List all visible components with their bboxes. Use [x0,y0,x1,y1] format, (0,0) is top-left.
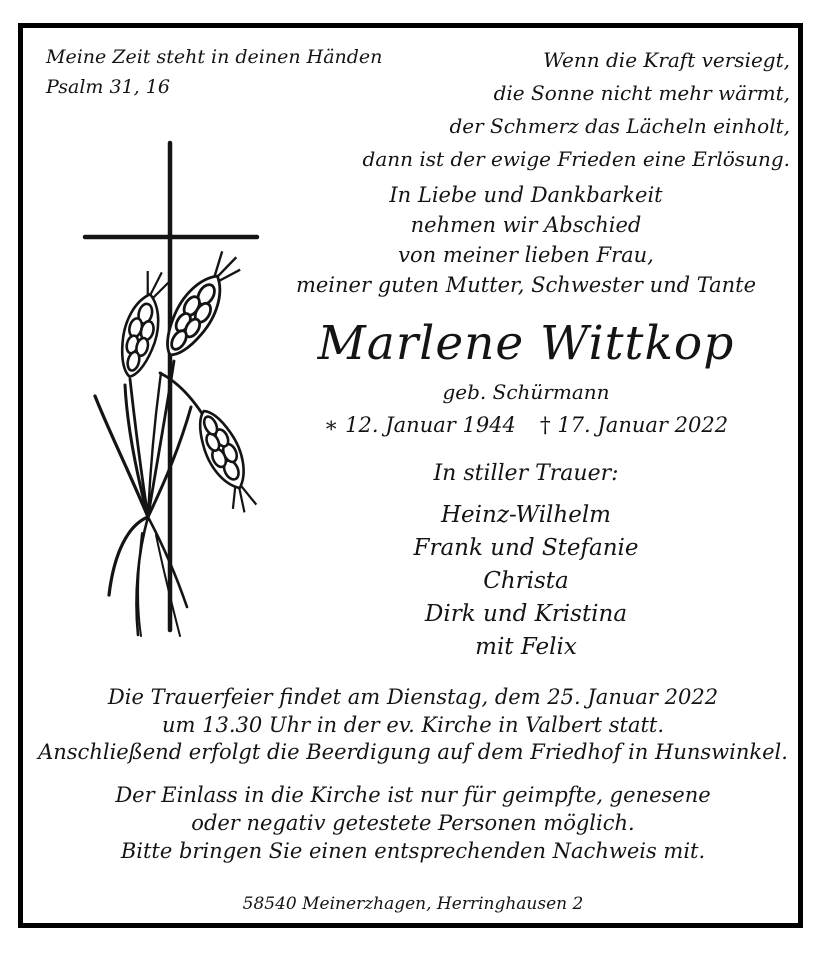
mourners-list [256,499,796,664]
wheat-ear [189,404,264,517]
mourner-name: Heinz-Wilhelm [440,502,611,528]
funeral-line: um 13.30 Uhr in der ev. Kirche in Valbert statt. [161,712,665,737]
covid-notice [23,781,803,865]
mourner-name: Dirk und Kristina [424,601,628,627]
mourner-name: Frank und Stefanie [413,535,639,561]
maiden-name: geb. Schürmann [442,380,610,404]
birth-symbol: ∗ [323,413,339,438]
scripture-line: Meine Zeit steht in deinen Händen [46,46,383,68]
funeral-line: Die Trauerfeier findet am Dienstag, dem 25. Januar 2022 [107,685,719,709]
deceased-name: Marlene Wittkop [317,316,735,371]
wheat-ear [114,267,172,381]
mourner-name: Christa [483,568,569,594]
intro-line: meiner guten Mutter, Schwester und Tante [295,273,757,297]
death-symbol: † [539,413,551,438]
covid-line: oder negativ getestete Personen möglich. [191,811,635,835]
funeral-line: Anschließend erfolgt die Beerdigung auf dem Friedhof in Hunswinkel. [38,740,788,764]
epigraph-line: Wenn die Kraft versiegt, [543,48,790,72]
intro-text [256,180,796,300]
life-dates [256,413,796,438]
epigraph-line: die Sonne nicht mehr wärmt, [493,81,790,105]
mourner-name: mit Felix [475,634,577,660]
intro-line: von meiner lieben Frau, [398,243,654,267]
covid-line: Der Einlass in die Kirche ist nur für geimpfte, genesene [115,783,711,807]
address-line: 58540 Meinerzhagen, Herringhausen 2 [242,894,584,914]
epigraph-line: der Schmerz das Lächeln einholt, [449,114,790,138]
scripture-reference: Psalm 31, 16 [46,76,170,98]
scripture-quote [46,42,382,102]
intro-line: In Liebe und Dankbarkeit [389,183,663,207]
birth-date: 12. Januar 1944 [345,413,516,437]
epigraph [363,44,790,176]
death-date: 17. Januar 2022 [557,413,729,437]
funeral-info [23,684,803,767]
epigraph-line: dann ist der ewige Frieden eine Erlösung. [362,147,790,171]
mourning-header: In stiller Trauer: [433,461,619,486]
covid-line: Bitte bringen Sie einen entsprechenden Nachweis mit. [120,839,706,863]
intro-line: nehmen wir Abschied [410,213,642,237]
